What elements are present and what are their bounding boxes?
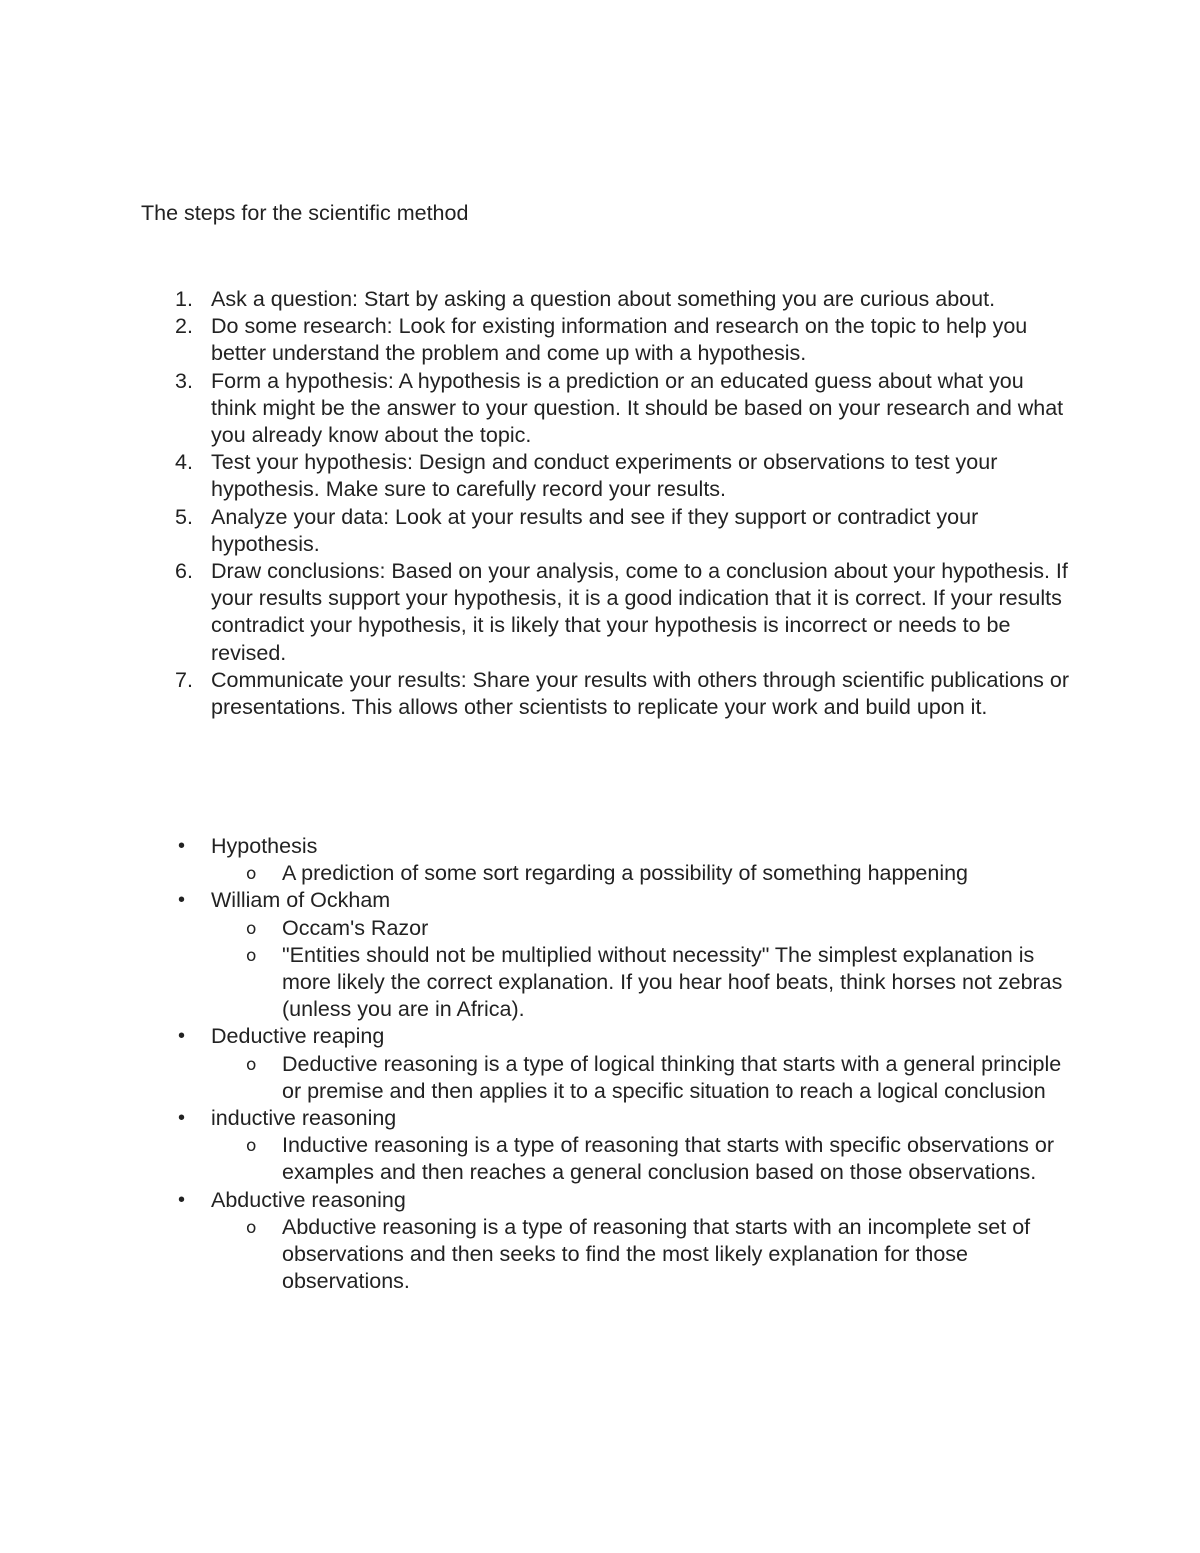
terms-list [178,833,1071,1295]
bullet-icon: • [178,835,186,857]
detail-item [246,915,1071,942]
term-label: Hypothesis [211,834,318,858]
step-text: Analyze your data: Look at your results and see if they support or contradict your hypothesis. [211,504,979,556]
step-number: 3. [175,368,193,393]
detail-item [246,1214,1071,1296]
step-text: Draw conclusions: Based on your analysis, come to a conclusion about your hypothesis. If your results support your hypothesis, it is a good indication that it is correct. If your results contradict your hypothesis, it is likely that your hypothesis is incorrect or needs to be revised. [211,559,1068,665]
term-label: inductive reasoning [211,1106,397,1131]
detail-item [246,1051,1071,1105]
detail-text: A prediction of some sort regarding a possibility of something happening [282,861,969,886]
term-item [178,887,1071,1023]
sub-bullet-icon: o [246,1217,257,1238]
sub-bullet-icon: o [246,945,257,966]
detail-text: Occam's Razor [282,915,429,940]
step-number: 5. [175,504,193,529]
detail-text: "Entities should not be multiplied without necessity" The simplest explanation is more likely the correct explanation. If you hear hoof beats, think horses not zebras (unless you are in Africa). [282,942,1063,1022]
detail-item [246,1132,1071,1186]
step-number: 6. [175,559,193,584]
step-item [175,504,1071,558]
bullet-icon: • [178,1107,186,1130]
detail-text: Inductive reasoning is a type of reasoning that starts with specific observations or examples and then reaches a general conclusion based on those observations. [282,1133,1055,1185]
term-item [178,1023,1071,1105]
step-item [175,368,1071,450]
sub-bullet-icon: o [246,918,257,939]
term-item [178,1187,1071,1296]
step-item [175,313,1071,367]
term-label: Abductive reasoning [211,1187,406,1212]
step-text: Ask a question: Start by asking a question about something you are curious about. [211,287,996,311]
step-number: 4. [175,450,193,475]
term-details [211,1214,1071,1296]
step-number: 1. [175,287,193,311]
term-label: William of Ockham [211,888,391,913]
detail-item [246,860,1071,887]
sub-bullet-icon: o [246,1054,257,1075]
document-title: The steps for the scientific method [141,201,469,225]
detail-text: Deductive reasoning is a type of logical thinking that starts with a general principle or premise and then applies it to a specific situation to reach a logical conclusion [282,1051,1062,1103]
bullet-icon: • [178,1188,186,1211]
sub-bullet-icon: o [246,864,257,885]
term-label: Deductive reaping [211,1024,385,1049]
step-item [175,449,1071,503]
step-item [175,667,1071,721]
step-number: 2. [175,314,193,339]
scientific-method-steps [175,286,1071,721]
sub-bullet-icon: o [246,1136,257,1157]
step-text: Test your hypothesis: Design and conduct experiments or observations to test your hypothesis. Make sure to carefully record your results. [211,450,998,502]
bullet-icon: • [178,889,186,912]
term-details [211,1132,1071,1186]
step-text: Form a hypothesis: A hypothesis is a prediction or an educated guess about what you think might be the answer to your question. It should be based on your research and what you already know about the topic. [211,368,1064,448]
term-item [178,1105,1071,1187]
term-details [211,915,1071,1024]
term-details [211,1051,1071,1105]
term-item [178,833,1071,887]
step-number: 7. [175,667,193,692]
detail-text: Abductive reasoning is a type of reasoning that starts with an incomplete set of observations and then seeks to find the most likely explanation for those observations. [282,1214,1031,1294]
step-item [175,286,1071,313]
step-item [175,558,1071,667]
step-text: Communicate your results: Share your results with others through scientific publications or presentations. This allows other scientists to replicate your work and build upon it. [211,667,1069,720]
term-details [211,860,1071,887]
bullet-icon: • [178,1025,186,1048]
detail-item [246,942,1071,1024]
step-text: Do some research: Look for existing information and research on the topic to help you better understand the problem and come up with a hypothesis. [211,314,1028,366]
